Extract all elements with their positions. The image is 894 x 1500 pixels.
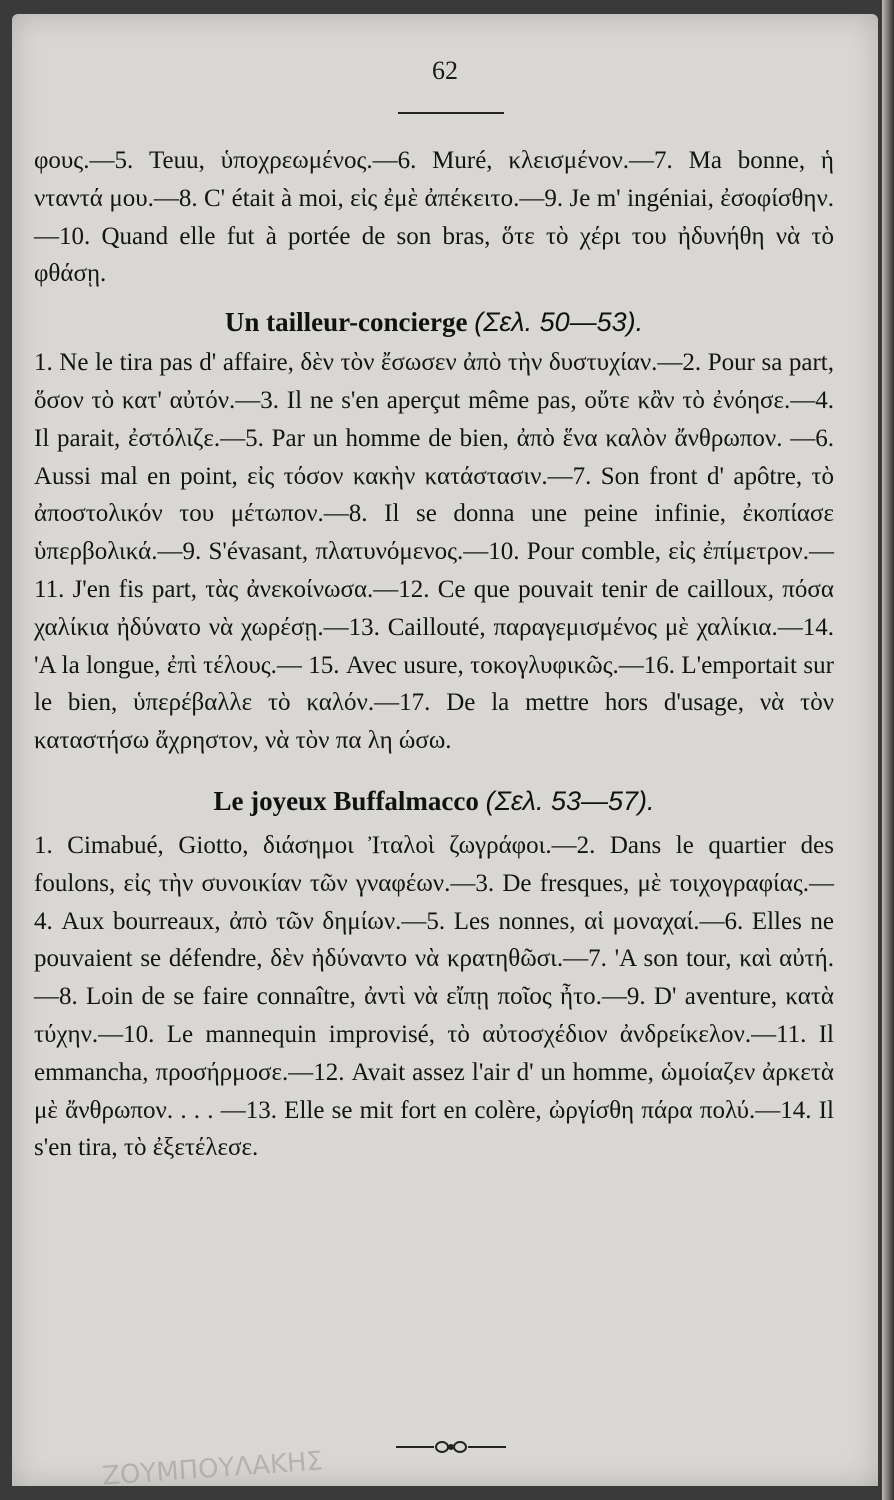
- section-page-ref: (Σελ. 50—53).: [474, 307, 644, 338]
- book-binding-edge: [882, 0, 894, 1500]
- glossary-paragraph-buffalmacco: 1. Cimabué, Giotto, διάσημοι Ἰταλοὶ ζωγράφοι.—2. Dans le quartier des foulons, εἰς τὴν συνοικίαν τῶν γναφέων.—3. De fresques, μὲ τοιχογραφίας.—4. Aux bourreaux, ἀπὸ τῶν δημίων.—5. Les nonnes, αἱ μοναχαί.—6. Elles ne pouvaient se défendre, δὲν ἠδύναντο νὰ κρατηθῶσι.—7. 'A son tour, καὶ αὐτή.—8. Loin de se faire connaître, ἀντὶ νὰ εἴπῃ ποῖος ἦτο.—9. D' aventure, κατὰ τύχην.—10. Le mannequin improvisé, τὸ αὐτοσχέδιον ἀνδρείκελον.—11. Il emmancha, προσήρμοσε.—12. Avait assez l'air d' un homme, ὡμοίαζεν ἀρκετὰ μὲ ἄνθρωπον. . . . —13. Elle se mit fort en colère, ὠργίσθη πάρα πολύ.—14. Il s'en tira, τὸ ἐξετέλεσε.: [34, 831, 834, 1162]
- section-title-text: Le joyeux Buffalmacco: [213, 785, 479, 816]
- section-page-ref: (Σελ. 53—57).: [485, 785, 655, 816]
- section-title-buffalmacco: [34, 786, 834, 817]
- glossary-paragraph-tailleur: 1. Ne le tira pas d' affaire, δὲν τὸν ἔσωσεν ἀπὸ τὴν δυστυχίαν.—2. Pour sa part, ὅσον τὸ κατ' αὐτόν.—3. Il ne s'en aperçut même pas, οὔτε κἂν τὸ ἐνόησε.—4. Il parait, ἐστόλιζε.—5. Par un homme de bien, ἀπὸ ἕνα καλὸν ἄνθρωπον. —6. Aussi mal en point, εἰς τόσον κακὴν κατάστασιν.—7. Son front d' apôtre, τὸ ἀποστολικόν του μέτωπον.—8. Il se donna une peine infinie, ἐκοπίασε ὑπερβολικά.—9. S'évasant, πλατυνόμενος.—10. Pour comble, εἰς ἐπίμετρον.—11. J'en fis part, τὰς ἀνεκοίνωσα.—12. Ce que pouvait tenir de cailloux, πόσα χαλίκια ἠδύνατο νὰ χωρέσῃ.—13. Caillouté, παραγεμισμένος μὲ χαλίκια.—14. 'A la longue, ἐπὶ τέλους.— 15. Avec usure, τοκογλυφικῶς.—16. L'emportait sur le bien, ὑπερέβαλλε τὸ καλόν.—17. De la mettre hors d'usage, νὰ τὸν καταστήσω ἄχρηστον, νὰ τὸν πα λη ώσω.: [34, 349, 834, 755]
- book-page: [12, 14, 878, 1492]
- end-ornament: [396, 1438, 506, 1456]
- section-title-text: Un tailleur-concierge: [224, 307, 468, 338]
- page-body: [34, 142, 834, 1167]
- page-number: 62: [432, 56, 458, 85]
- page-number-rule: [398, 112, 504, 114]
- faded-owner-stamp: ΖΟΥΜΠΟΥΛΑΚΗΣ: [101, 1446, 324, 1492]
- intro-paragraph: φους.—5. Teuu, ὑποχρεωμένος.—6. Muré, κλεισμένον.—7. Ma bonne, ἡ νταντά μου.—8. C' était à moi, εἰς ἐμὲ ἀπέκειτο.—9. Je m' ingéniai, ἐσοφίσθην.—10. Quand elle fut à portée de son bras, ὅτε τὸ χέρι του ἠδυνήθη νὰ τὸ φθάσῃ.: [34, 147, 834, 288]
- section-title-tailleur: [34, 307, 834, 338]
